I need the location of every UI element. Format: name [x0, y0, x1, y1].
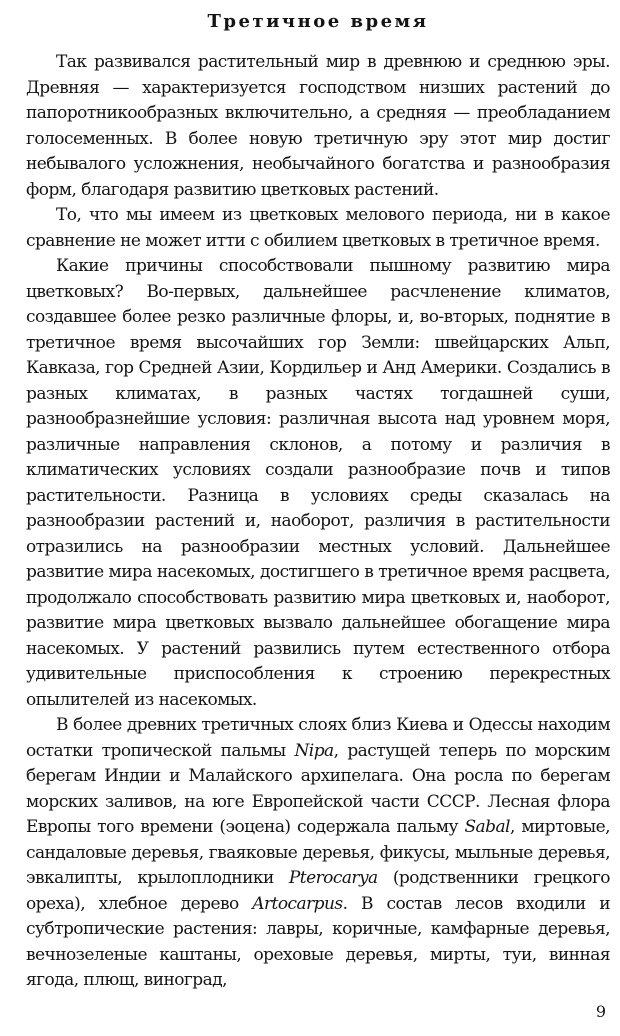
paragraph	[26, 713, 610, 994]
text-segment: . В состав лесов входили и субтропические растения: лавры, коричные, камфарные деревья, вечнозеленые каштаны, ореховые деревья, мирты, туи, винная ягода, плющ, виноград,	[26, 893, 610, 990]
paragraph	[26, 50, 610, 203]
text-segment: Так развивался растительный мир в древнюю и среднюю эры. Древняя — характеризуется господством низших растений до папоротникообразных включительно, а средняя — преобладанием голосеменных. В более новую третичную эру этот мир достиг небывалого усложнения, необычайного богатства и разнообразия форм, благодаря развитию цветковых растений.	[26, 52, 610, 200]
latin-name: Pterocarya	[288, 868, 378, 888]
text-segment: В более древних третичных слоях близ Киева и Одессы находим остатки тропической пальмы	[26, 715, 610, 761]
section-title: Третичное время	[207, 11, 429, 32]
paragraph	[26, 254, 610, 713]
body-text	[26, 50, 610, 994]
text-segment: , растущей теперь по морским берегам Индии и Малайского архипелага. Она росла по берегам морских заливов, на юге Европейской части СССР. Лесная флора Европы того времени (эоцена) содержала пальму	[26, 740, 610, 837]
text-segment: То, что мы имеем из цветковых мелового периода, ни в какое сравнение не может итти с обилием цветковых в третичное время.	[26, 205, 610, 251]
paragraph	[26, 203, 610, 254]
page-number: 9	[595, 1002, 606, 1021]
text-segment: , миртовые, сандаловые деревья, гваяковые деревья, фикусы, мыльные деревья, эвкалипты, крылоплодники	[26, 817, 611, 888]
text-segment: (родственники грецкого ореха), хлебное дерево	[26, 868, 610, 914]
latin-name: Sabal	[464, 817, 510, 837]
book-page	[26, 10, 610, 994]
latin-name: Nipa	[294, 740, 334, 761]
latin-name: Artocarpus	[252, 893, 343, 914]
text-segment: Какие причины способствовали пышному развитию мира цветковых? Во-первых, дальнейшее расчленение климатов, создавшее более резко различные флоры, и, во-вторых, поднятие в третичное время высочайших гор Земли: швейцарских Альп, Кавказа, гор Средней Азии, Кордильер и Анд Америки. Создались в разных климатах, в разных частях тогдашней суши, разнообразнейшие условия: различная высота над уровнем моря, различные направления склонов, а потому и различия в климатических условиях создали разнообразие почв и типов растительности. Разница в условиях среды сказалась на разнообразии растений и, наоборот, различия в растительности отразились на разнообразии местных условий. Дальнейшее развитие мира насекомых, достигшего в третичное время расцвета, продолжало способствовать развитию мира цветковых и, наоборот, развитие мира цветковых вызвало дальнейшее обогащение мира насекомых. У растений развились путем естественного отбора удивительные приспособления к строению перекрестных опылителей из насекомых.	[26, 256, 610, 710]
